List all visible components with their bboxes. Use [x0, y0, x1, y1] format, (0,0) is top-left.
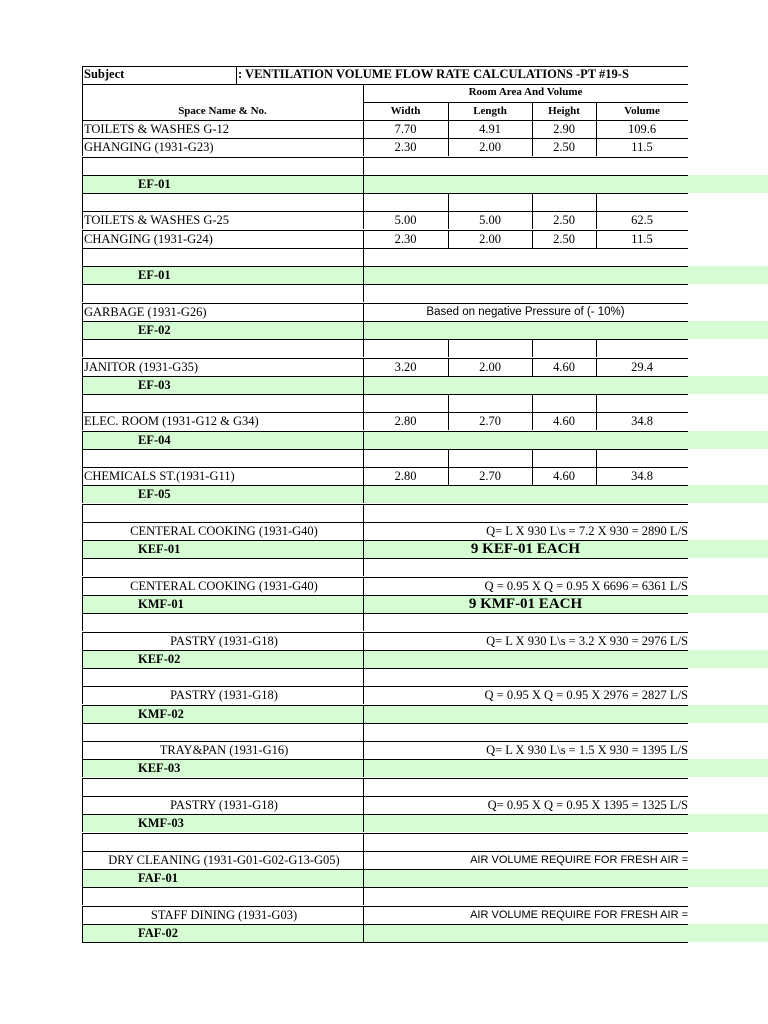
- row-border: [82, 887, 688, 888]
- fan-row-fill: [83, 759, 768, 777]
- col-divider: [596, 193, 597, 211]
- row-border: [82, 248, 688, 249]
- length-value: 2.00: [479, 140, 501, 154]
- header-col-divider: [596, 102, 597, 120]
- col-width: Width: [390, 105, 421, 117]
- col-divider: [363, 193, 364, 211]
- left-border: [82, 705, 83, 723]
- left-border: [82, 686, 83, 704]
- volume-value: 62.5: [631, 213, 653, 227]
- subject-label: Subject: [84, 67, 125, 81]
- col-space-name: Space Name & No.: [178, 105, 267, 117]
- calc-note: Q= L X 930 L\s = 3.2 X 930 = 2976 L/S: [486, 634, 688, 648]
- subject-value: : VENTILATION VOLUME FLOW RATE CALCULATIONS -PT #19-S: [238, 67, 629, 81]
- row-border: [82, 394, 688, 395]
- row-border: [82, 449, 688, 450]
- fan-label: KMF-03: [138, 816, 184, 830]
- left-border: [82, 522, 83, 540]
- col-divider: [363, 887, 364, 905]
- left-border: [82, 595, 83, 613]
- left-border: [82, 230, 83, 248]
- fan-row-fill: [83, 376, 768, 394]
- col-divider: [363, 284, 364, 302]
- fan-row-fill: [83, 175, 768, 193]
- left-border: [82, 796, 83, 814]
- fan-label: FAF-02: [138, 926, 179, 940]
- fan-label: KEF-02: [138, 652, 181, 666]
- fan-label: KEF-03: [138, 761, 181, 775]
- col-divider: [363, 266, 364, 284]
- left-border: [82, 504, 83, 522]
- row-border: [82, 157, 688, 158]
- fan-row-fill: [83, 431, 768, 449]
- col-divider: [448, 339, 449, 357]
- header-col-divider: [363, 84, 364, 120]
- col-divider: [532, 394, 533, 412]
- left-border: [82, 449, 83, 467]
- fan-label: FAF-01: [138, 871, 179, 885]
- col-divider: [363, 321, 364, 339]
- col-divider: [532, 339, 533, 357]
- col-divider: [363, 613, 364, 631]
- left-border: [82, 467, 83, 485]
- col-divider: [363, 376, 364, 394]
- volume-value: 109.6: [627, 122, 657, 136]
- fan-label: EF-05: [138, 487, 171, 501]
- col-divider: [363, 723, 364, 741]
- col-divider: [363, 504, 364, 522]
- height-value: 2.50: [553, 140, 575, 154]
- height-value: 2.50: [553, 232, 575, 246]
- volume-value: 11.5: [631, 232, 653, 246]
- length-value: 4.91: [479, 122, 501, 136]
- width-value: 2.80: [394, 469, 417, 483]
- fan-row-fill: [83, 650, 768, 668]
- fan-label: KMF-02: [138, 707, 184, 721]
- left-border: [82, 924, 83, 942]
- calc-note: Q= L X 930 L\s = 1.5 X 930 = 1395 L/S: [486, 743, 688, 757]
- left-border: [82, 485, 83, 503]
- col-divider: [363, 431, 364, 449]
- fan-row-fill: [83, 814, 768, 832]
- left-border: [82, 193, 83, 211]
- left-border: [82, 138, 83, 156]
- left-border: [82, 211, 83, 229]
- width-value: 2.30: [394, 232, 417, 246]
- space-name: PASTRY (1931-G18): [170, 634, 278, 648]
- left-border: [82, 759, 83, 777]
- left-border: [82, 248, 83, 266]
- col-height: Height: [548, 105, 580, 117]
- width-value: 5.00: [394, 213, 417, 227]
- left-border: [82, 266, 83, 284]
- col-divider: [448, 394, 449, 412]
- col-divider: [363, 705, 364, 723]
- height-value: 4.60: [553, 469, 575, 483]
- col-divider: [596, 339, 597, 357]
- length-value: 5.00: [479, 213, 501, 227]
- width-value: 2.80: [394, 414, 417, 428]
- col-divider: [363, 157, 364, 175]
- width-value: 3.20: [394, 360, 417, 374]
- row-border: [82, 833, 688, 834]
- height-value: 2.90: [553, 122, 575, 136]
- subject-divider: [236, 66, 237, 84]
- height-value: 4.60: [553, 360, 575, 374]
- left-border: [82, 632, 83, 650]
- row-border: [82, 284, 688, 285]
- left-border: [82, 431, 83, 449]
- col-divider: [363, 558, 364, 576]
- left-border: [82, 412, 83, 430]
- fan-label: EF-02: [138, 323, 171, 337]
- width-value: 7.70: [394, 122, 417, 136]
- left-border: [82, 358, 83, 376]
- row-border: [82, 193, 688, 194]
- calc-note: AIR VOLUME REQUIRE FOR FRESH AIR =: [470, 854, 688, 866]
- fan-quantity: 9 KMF-01 EACH: [468, 596, 583, 612]
- space-name: DRY CLEANING (1931-G01-G02-G13-G05): [108, 853, 340, 867]
- space-name: ELEC. ROOM (1931-G12 & G34): [84, 414, 259, 428]
- col-divider: [363, 668, 364, 686]
- space-name: TOILETS & WASHES G-25: [84, 213, 230, 227]
- col-divider: [363, 339, 364, 357]
- col-divider: [363, 869, 364, 887]
- fan-row-fill: [83, 705, 768, 723]
- fan-row-fill: [83, 924, 768, 942]
- col-volume: Volume: [624, 105, 660, 117]
- volume-value: 34.8: [631, 414, 653, 428]
- height-value: 4.60: [553, 414, 575, 428]
- space-name: GARBAGE (1931-G26): [84, 305, 207, 319]
- left-border: [82, 339, 83, 357]
- row-border: [82, 668, 688, 669]
- fan-row-fill: [83, 266, 768, 284]
- left-border: [82, 558, 83, 576]
- fan-row-fill: [83, 321, 768, 339]
- left-border: [82, 869, 83, 887]
- space-name: PASTRY (1931-G18): [170, 688, 278, 702]
- left-border: [82, 906, 83, 924]
- left-border: [82, 577, 83, 595]
- left-border: [82, 66, 83, 120]
- space-name: CHEMICALS ST.(1931-G11): [84, 469, 235, 483]
- calc-note: Q = 0.95 X Q = 0.95 X 6696 = 6361 L/S: [484, 579, 688, 593]
- col-divider: [532, 193, 533, 211]
- header-top-border: [82, 66, 688, 67]
- left-border: [82, 723, 83, 741]
- width-value: 2.30: [394, 140, 417, 154]
- header-border: [82, 84, 688, 85]
- left-border: [82, 540, 83, 558]
- fan-row-fill: [83, 485, 768, 503]
- header-border: [363, 102, 688, 103]
- row-border: [82, 723, 688, 724]
- fan-label: EF-01: [138, 177, 171, 191]
- row-border: [82, 778, 688, 779]
- calc-note: AIR VOLUME REQUIRE FOR FRESH AIR =: [470, 909, 688, 921]
- left-border: [82, 668, 83, 686]
- space-name: TOILETS & WASHES G-12: [84, 122, 230, 136]
- space-name: CENTERAL COOKING (1931-G40): [130, 524, 318, 538]
- row-border: [82, 942, 688, 943]
- left-border: [82, 120, 83, 138]
- col-divider: [448, 449, 449, 467]
- calc-note: Q= L X 930 L\s = 7.2 X 930 = 2890 L/S: [486, 524, 688, 538]
- left-border: [82, 741, 83, 759]
- left-border: [82, 613, 83, 631]
- header-col-divider: [448, 102, 449, 120]
- fan-label: EF-03: [138, 378, 171, 392]
- fan-label: EF-04: [138, 433, 171, 447]
- calc-note: Q = 0.95 X Q = 0.95 X 2976 = 2827 L/S: [484, 688, 688, 702]
- space-name: CENTERAL COOKING (1931-G40): [130, 579, 318, 593]
- calc-note: Based on negative Pressure of (- 10%): [426, 306, 625, 318]
- left-border: [82, 157, 83, 175]
- col-divider: [363, 449, 364, 467]
- left-border: [82, 175, 83, 193]
- col-length: Length: [473, 105, 507, 117]
- col-divider: [596, 394, 597, 412]
- col-divider: [363, 814, 364, 832]
- left-border: [82, 650, 83, 668]
- fan-label: EF-01: [138, 268, 171, 282]
- col-divider: [596, 449, 597, 467]
- row-border: [82, 613, 688, 614]
- col-divider: [363, 175, 364, 193]
- col-divider: [363, 485, 364, 503]
- col-divider: [363, 924, 364, 942]
- row-border: [82, 504, 688, 505]
- volume-value: 29.4: [631, 360, 653, 374]
- col-divider: [363, 778, 364, 796]
- left-border: [82, 814, 83, 832]
- space-name: STAFF DINING (1931-G03): [150, 908, 298, 922]
- calc-note: Q= 0.95 X Q = 0.95 X 1395 = 1325 L/S: [487, 798, 688, 812]
- left-border: [82, 376, 83, 394]
- left-border: [82, 778, 83, 796]
- space-name: PASTRY (1931-G18): [170, 798, 278, 812]
- row-border: [82, 558, 688, 559]
- fan-quantity: 9 KEF-01 EACH: [470, 541, 581, 557]
- col-divider: [363, 759, 364, 777]
- left-border: [82, 833, 83, 851]
- room-area-volume-title: Room Area And Volume: [468, 86, 583, 98]
- col-divider: [532, 449, 533, 467]
- left-border: [82, 303, 83, 321]
- space-name: CHANGING (1931-G24): [84, 232, 213, 246]
- length-value: 2.70: [479, 469, 501, 483]
- space-name: GHANGING (1931-G23): [84, 140, 214, 154]
- length-value: 2.00: [479, 360, 501, 374]
- left-border: [82, 394, 83, 412]
- height-value: 2.50: [553, 213, 575, 227]
- fan-label: KEF-01: [138, 542, 181, 556]
- left-border: [82, 851, 83, 869]
- space-name: JANITOR (1931-G35): [84, 360, 198, 374]
- left-border: [82, 284, 83, 302]
- row-border: [82, 339, 688, 340]
- left-border: [82, 887, 83, 905]
- length-value: 2.00: [479, 232, 501, 246]
- col-divider: [363, 248, 364, 266]
- length-value: 2.70: [479, 414, 501, 428]
- col-divider: [448, 193, 449, 211]
- header-col-divider: [532, 102, 533, 120]
- col-divider: [363, 650, 364, 668]
- col-divider: [363, 394, 364, 412]
- fan-label: KMF-01: [138, 597, 184, 611]
- col-divider: [363, 833, 364, 851]
- space-name: TRAY&PAN (1931-G16): [159, 743, 289, 757]
- fan-row-fill: [83, 869, 768, 887]
- volume-value: 34.8: [631, 469, 653, 483]
- volume-value: 11.5: [631, 140, 653, 154]
- left-border: [82, 321, 83, 339]
